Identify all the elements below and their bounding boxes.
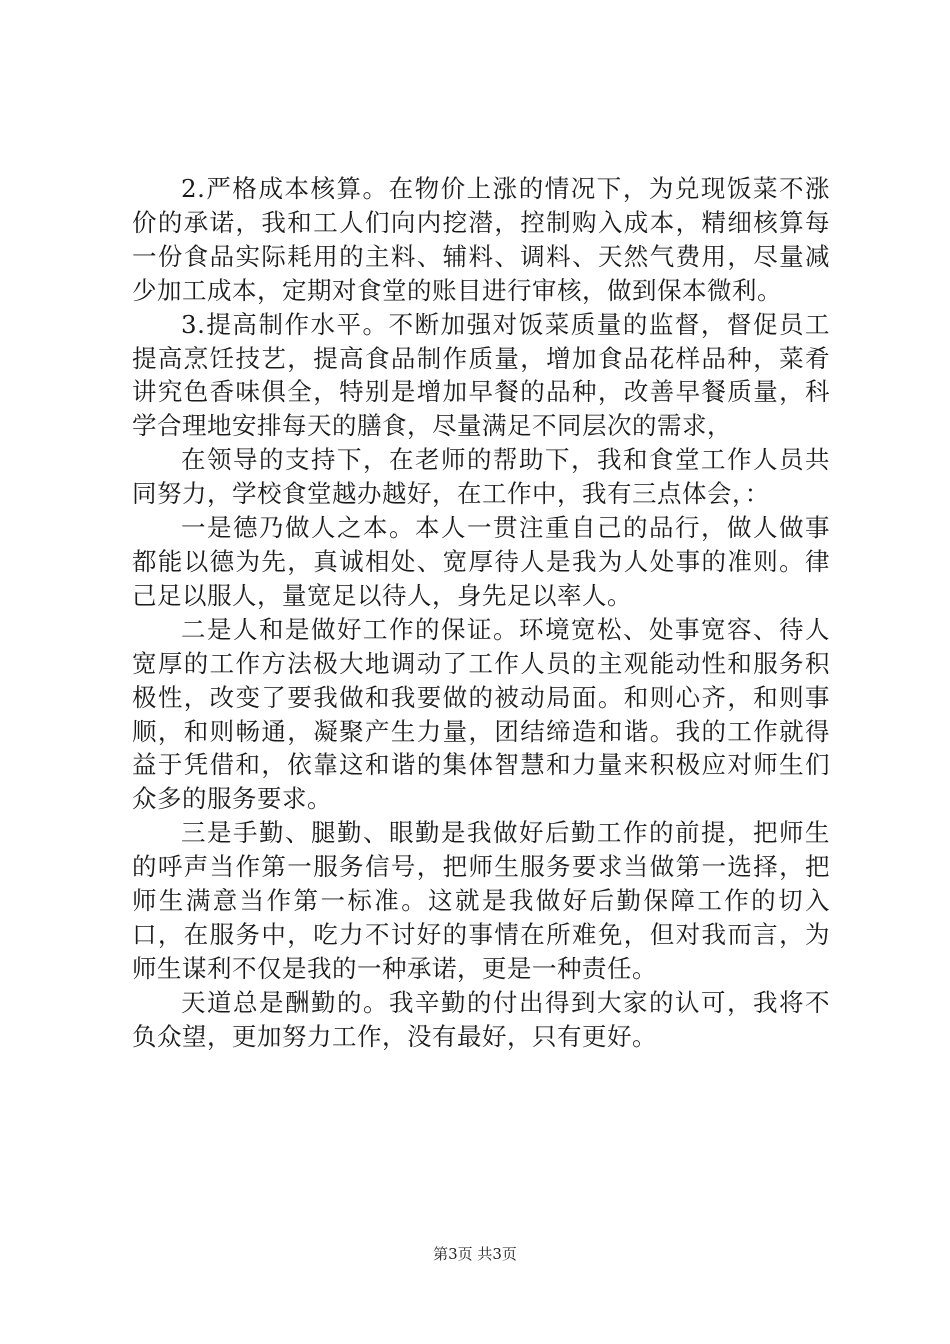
paragraph-conclusion: 天道总是酬勤的。我辛勤的付出得到大家的认可，我将不负众望，更加努力工作，没有最好，只有更好。 [132, 987, 830, 1051]
page-number: 第3页 共3页 [433, 1245, 517, 1263]
paragraph-support-intro: 在领导的支持下，在老师的帮助下，我和食堂工作人员共同努力，学校食堂越办越好，在工作中，我有三点体会，： [132, 445, 830, 509]
paragraph-point-one: 一是德乃做人之本。本人一贯注重自己的品行，做人做事都能以德为先，真诚相处、宽厚待人是我为人处事的准则。律己足以服人，量宽足以待人，身先足以率人。 [132, 513, 830, 610]
paragraph-cost-accounting: 2.严格成本核算。在物价上涨的情况下，为兑现饭菜不涨价的承诺，我和工人们向内挖潜，控制购入成本，精细核算每一份食品实际耗用的主料、辅料、调料、天然气费用，尽量减少加工成本，定期对食堂的账目进行审核，做到保本微利。 [132, 174, 830, 305]
paragraph-point-three: 三是手勤、腿勤、眼勤是我做好后勤工作的前提，把师生的呼声当作第一服务信号，把师生服务要求当做第一选择，把师生满意当作第一标准。这就是我做好后勤保障工作的切入口，在服务中，吃力不讨好的事情在所难免，但对我而言，为师生谋利不仅是我的一种承诺，更是一种责任。 [132, 818, 830, 983]
page-footer [0, 1244, 950, 1264]
paragraph-point-two: 二是人和是做好工作的保证。环境宽松、处事宽容、待人宽厚的工作方法极大地调动了工作人员的主观能动性和服务积极性，改变了要我做和我要做的被动局面。和则心齐，和则事顺，和则畅通，凝聚产生力量，团结缔造和谐。我的工作就得益于凭借和，依靠这和谐的集体智慧和力量来积极应对师生们众多的服务要求。 [132, 614, 830, 814]
document-body [132, 172, 830, 1054]
paragraph-cooking-quality: 3.提高制作水平。不断加强对饭菜质量的监督，督促员工提高烹饪技艺，提高食品制作质量，增加食品花样品种，菜肴讲究色香味俱全，特别是增加早餐的品种，改善早餐质量，科学合理地安排每天的膳食，尽量满足不同层次的需求， [132, 309, 830, 441]
